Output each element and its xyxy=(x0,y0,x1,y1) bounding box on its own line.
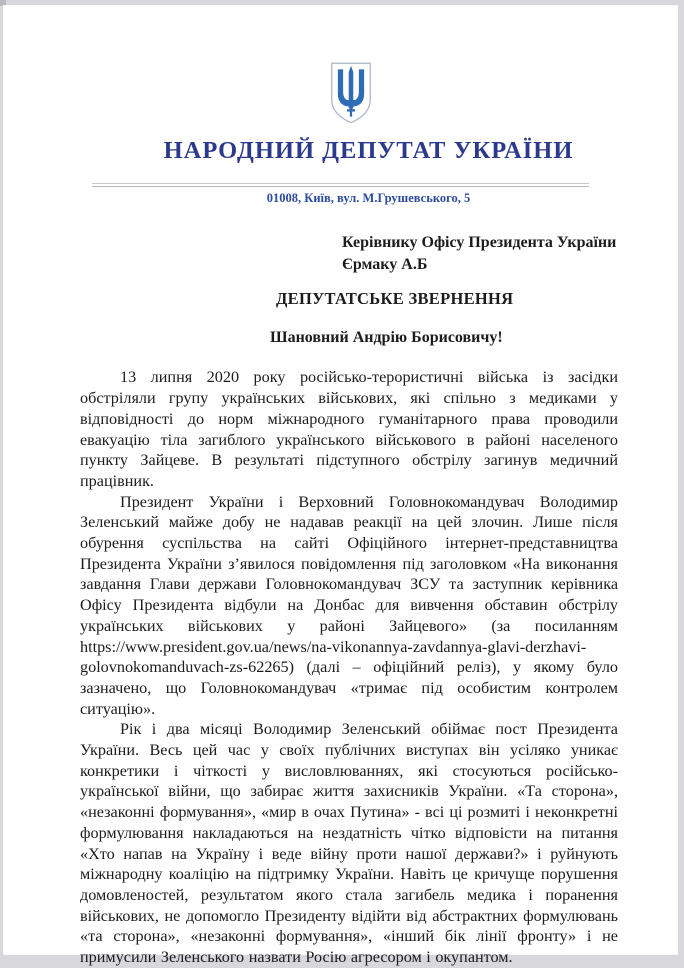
recipient-block xyxy=(342,232,618,275)
paragraph-3: Рік і два місяці Володимир Зеленський обіймає пост Президента України. Весь цей час у своїх публічних виступах він усіляко уникає конкретики і чіткості у висловлюваннях, які стосуються російсько-української війни, що забирає життя захисників України. «Та сторона», «незаконні формування», «мир в очах Путина» - всі ці розмиті і неконкретні формулювання накладаються на нездатність чітко відповісти на питання «Хто напав на Україну і веде війну проти нашої держави?» і руйнують міжнародну коаліцію на підтримку України. Навіть це кричуще порушення домовленостей, результатом якого стала загибель медика і поранення військових, не допомогло Президенту відійти від абстрактних формулювань «та сторона», «незаконні формування», «інший бік лінії фронту» і не примусили Зеленського назвати Росію агресором і окупантом. xyxy=(80,720,618,967)
paragraph-1: 13 липня 2020 року російсько-терористичні війська із засідки обстріляли групу українських військових, які спільно з медиками у відповідності до норм міжнародного гуманітарного права проводили евакуацію тіла загиблого українського військового в районі населеного пункту Зайцеве. В результаті підступного обстрілу загинув медичний працівник. xyxy=(80,368,618,490)
salutation: Шановний Андрію Борисовичу! xyxy=(270,328,503,346)
letter-body xyxy=(80,367,618,967)
letter-page xyxy=(3,5,678,967)
letter-content xyxy=(3,232,678,968)
trident-emblem-icon xyxy=(330,61,372,125)
address-line: 01008, Київ, вул. М.Грушевського, 5 xyxy=(266,191,471,205)
recipient-line-2: Єрмаку А.Б xyxy=(342,255,428,273)
recipient-line-1: Керівнику Офісу Президента України xyxy=(342,234,617,251)
page-title: НАРОДНИЙ ДЕПУТАТ УКРАЇНИ xyxy=(163,137,574,164)
paragraph-2: Президент України і Верховний Головнокомандувач Володимир Зеленський майже добу не надавав реакції на цей злочин. Лише після обурення суспільства на сайті Офіційного інтернет-представництва Президента України з’явилося повідомлення під заголовком «На виконання завдання Глави держави Головнокомандувач ЗСУ та заступник керівника Офісу Президента відбули на Донбас для вивчення обставин обстрілу українських військових у районі Зайцевого» (за посиланням https://www.president.gov.ua/news/na-vikonannya-zavdannya-glavi-derzhavi-golovnokomanduvach-zs-62265) (далі – офіційний реліз), у якому було зазначено, що Головнокомандувач «тримає під особистим контролем ситуацію». xyxy=(80,492,618,718)
document-type-heading: ДЕПУТАТСЬКЕ ЗВЕРНЕННЯ xyxy=(276,289,514,308)
letterhead xyxy=(3,5,678,205)
letterhead-divider xyxy=(92,183,589,187)
